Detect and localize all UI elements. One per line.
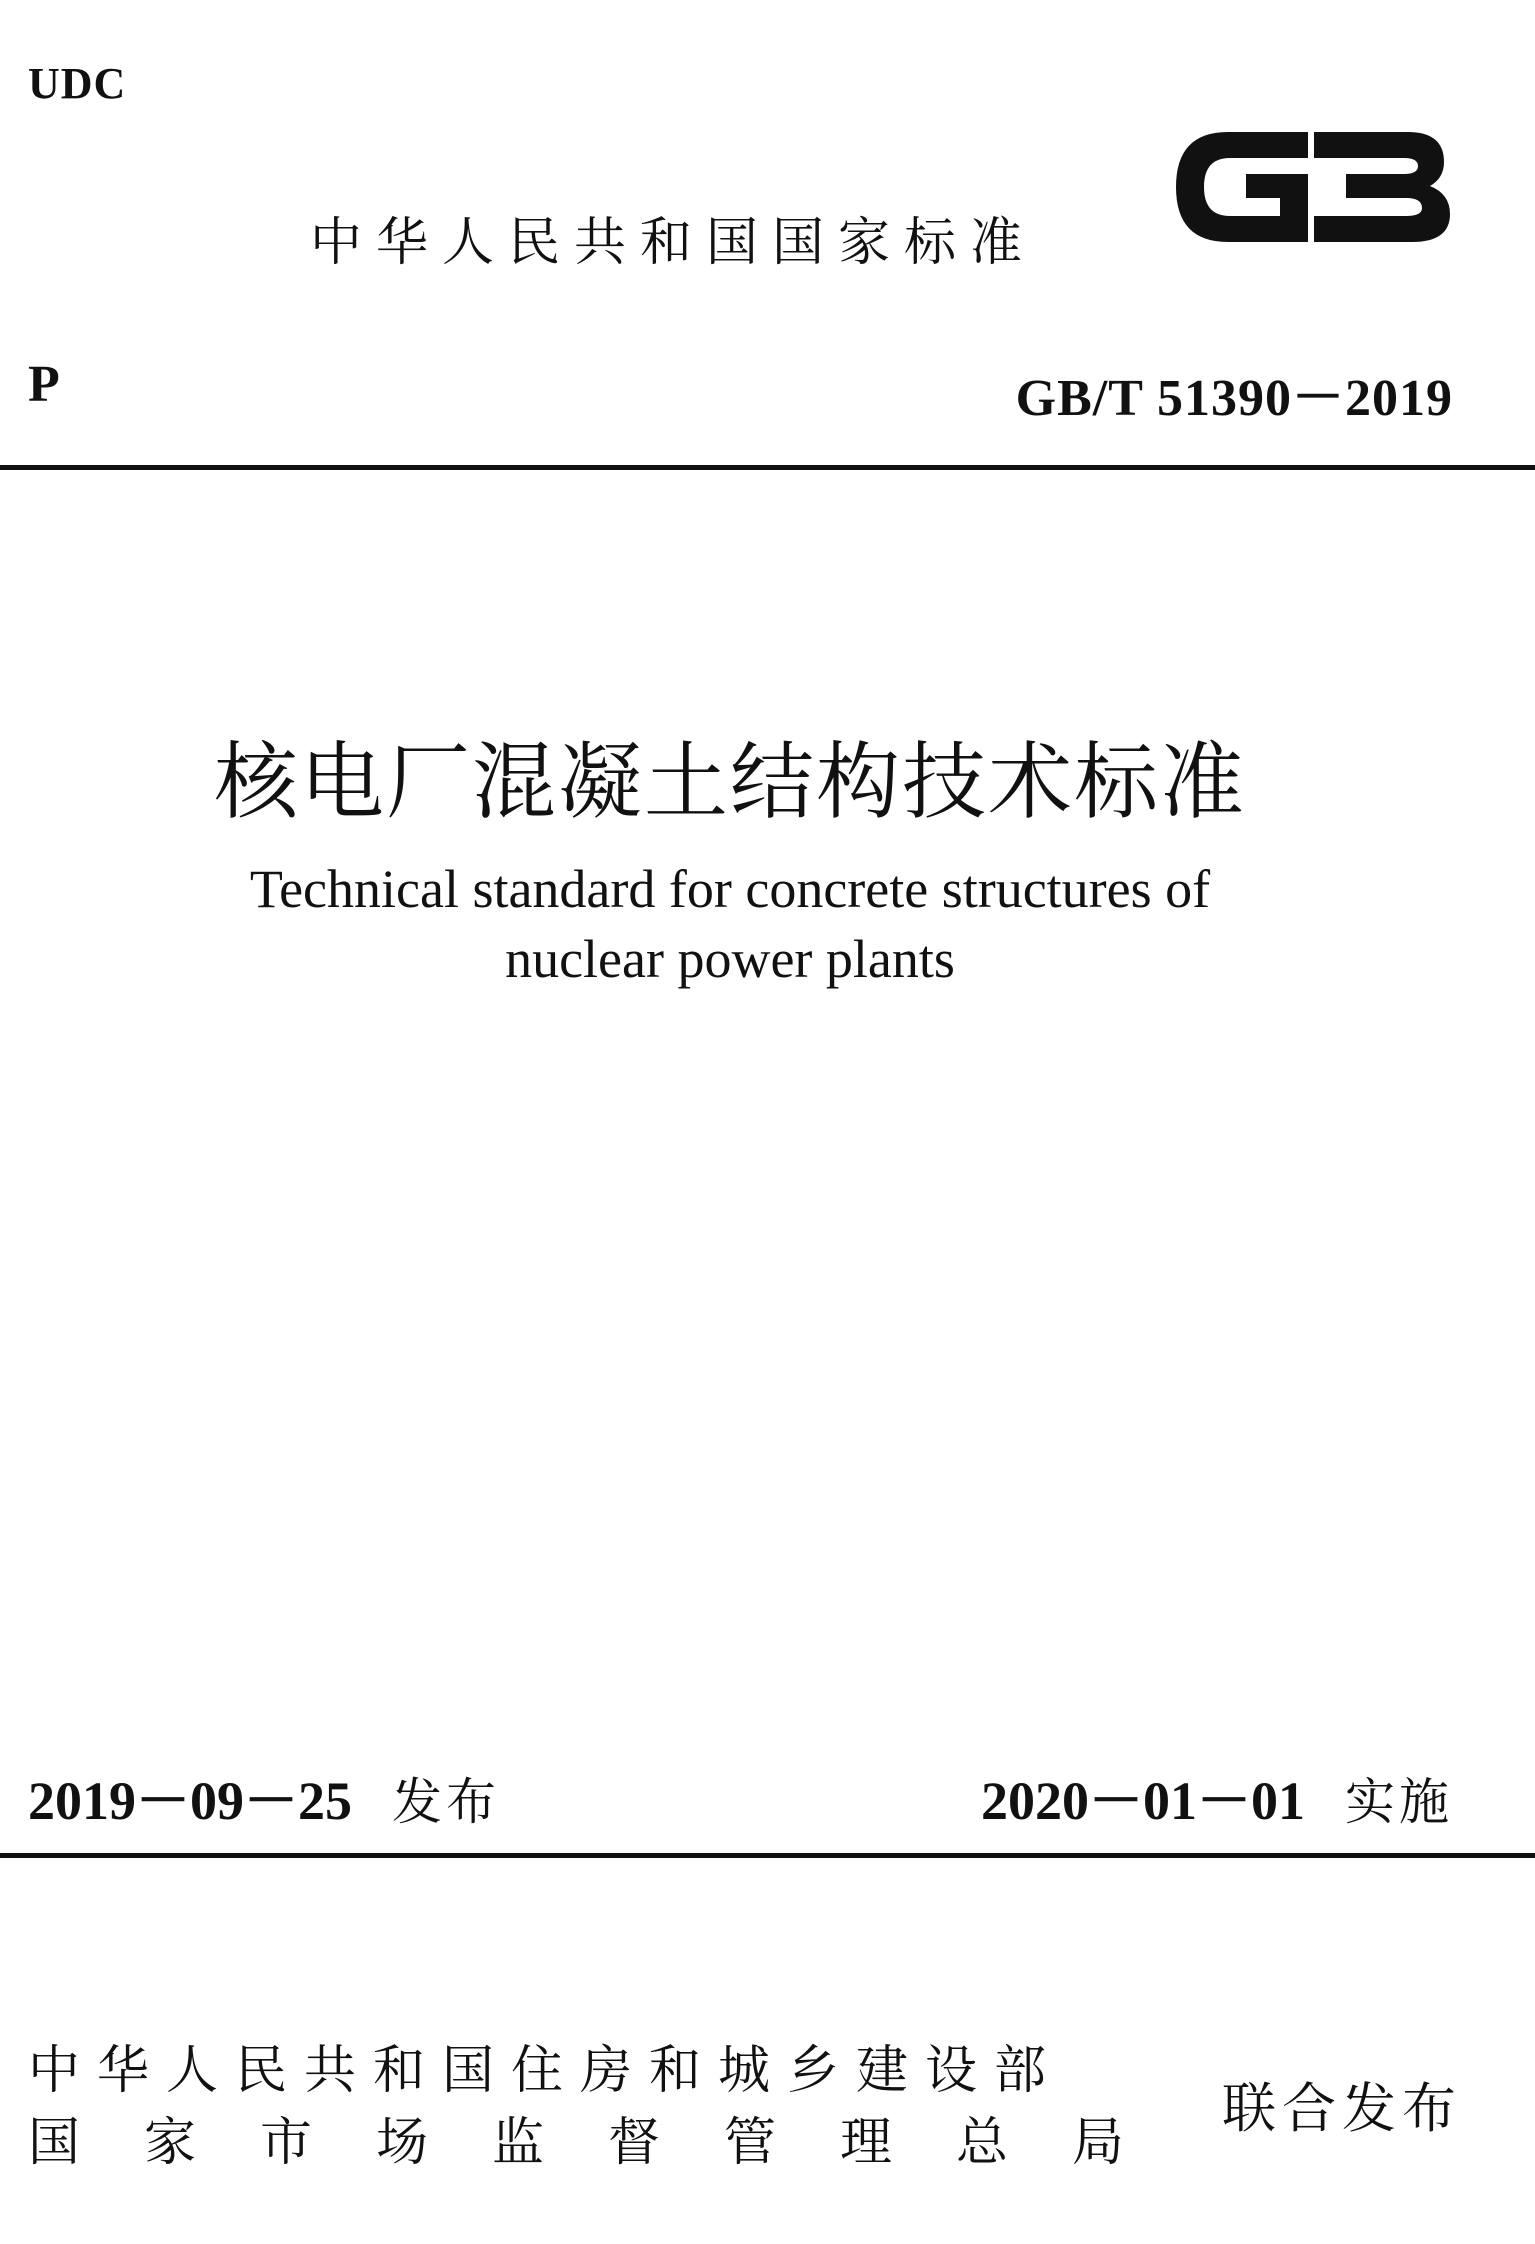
issue-date: 2019－09－25 — [28, 1771, 352, 1831]
title-chinese: 核电厂混凝土结构技术标准 — [213, 733, 1246, 831]
bottom-divider — [0, 1853, 1535, 1858]
national-standard-label: 中华人民共和国国家标准 — [310, 213, 1037, 273]
issuer-administration: 国家市场监督管理总局 — [28, 2113, 1189, 2173]
title-english-line1: Technical standard for concrete structures of — [249, 859, 1211, 919]
classification-code: P — [28, 356, 60, 413]
issue-label: 发布 — [392, 1773, 500, 1831]
title-english-line2: nuclear power plants — [505, 929, 955, 989]
udc-label: UDC — [28, 59, 127, 108]
joint-issue-label: 联合发布 — [1222, 2077, 1462, 2140]
standard-number: GB/T 51390－2019 — [1015, 370, 1453, 427]
implement-date: 2020－01－01 — [981, 1771, 1305, 1831]
top-divider — [0, 465, 1535, 470]
implement-label: 实施 — [1345, 1773, 1453, 1831]
issue-date-block — [28, 1758, 500, 1835]
gb-logo — [1168, 112, 1458, 262]
implement-date-block — [981, 1758, 1453, 1835]
issuer-ministry: 中华人民共和国住房和城乡建设部 — [28, 2041, 1064, 2101]
